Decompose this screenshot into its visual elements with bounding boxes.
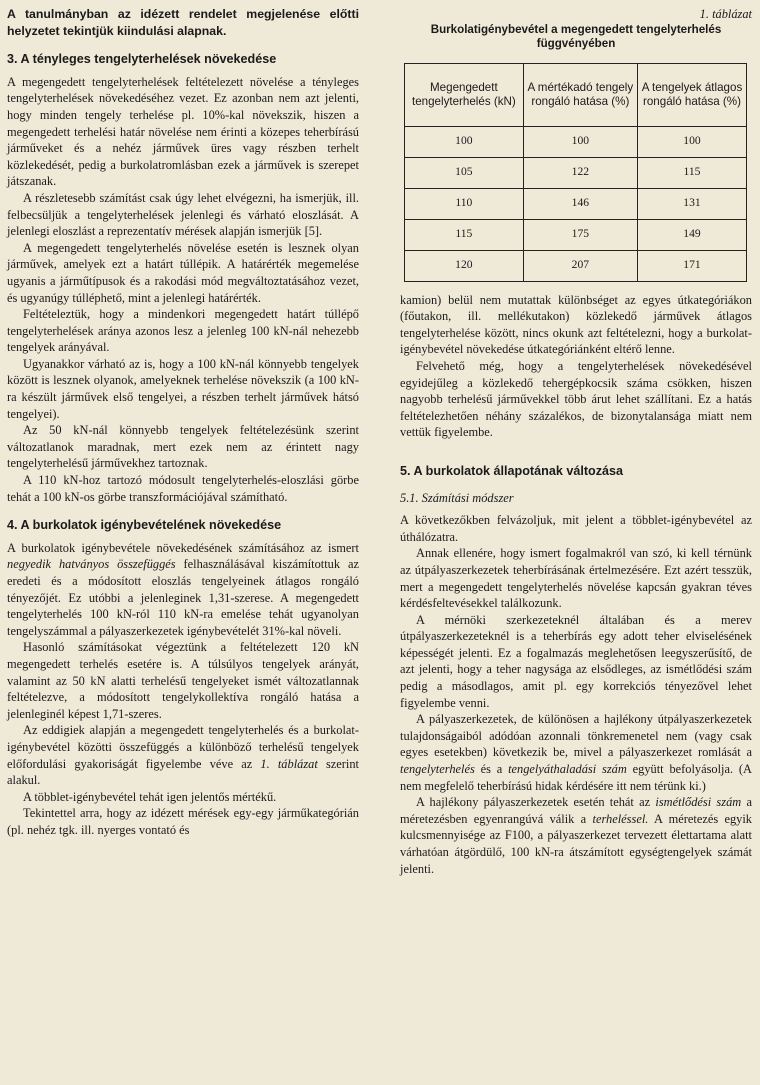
paragraph [7,722,359,788]
table-cell: 122 [523,157,637,188]
text-run: A pályaszerkezetek, de különösen a hajlékony útpályaszerkezetek tulajdonságaiból adódóan azonnali tönkremenetel nem (vagy csak egyes esetekben) következik be, mivel a pályaszerkezet romlását a [400,712,752,760]
emphasis: negyedik hatványos összefüggés [7,557,176,572]
text-run: felhasználásával kiszámítottuk az eredeti és a módosított eloszlás tengelyeinek átlagos rongáló tényezőjét. Ez utóbbi a jelenleginek 1,31-szerese. A megengedett tengelyterhelés 100 kN-ról 110 kN-ra emelése tehát ugyanolyan tengelyszámmal a pályaszerkezetek igénybevételét 31%-kal növeli. [7,557,359,638]
table-cell: 100 [405,126,524,157]
column-header: A mértékadó tengely rongáló hatása (%) [523,63,637,126]
paragraph: A részletesebb számítást csak úgy lehet elvégezni, ha ismerjük, ill. felbecsüljük a tengelyterhelések jelenlegi és várható eloszlását. A jelenlegi eloszlást a reprezentatív mérések alapján ismerjük [5]. [7,190,359,239]
table-number: 1. táblázat [699,7,752,21]
paragraph: Ugyanakkor várható az is, hogy a 100 kN-nál könnyebb tengelyek között is lesznek olyanok, amelyeknek terhelése növekszik (a 100 kN-ra készült járművek első tengelyei, a részben terhelt járművek hátsó tengelyei). [7,356,359,421]
table-row [405,126,747,157]
table-cell: 149 [637,219,746,250]
table-caption-line-1: Burkolatigénybevétel a megengedett tengelyterhelés [430,22,722,36]
left-column [7,6,359,839]
table-cell: 131 [637,188,746,219]
emphasis: ismétlődési szám [655,795,742,810]
table-row [405,157,747,188]
paragraph: Annak ellenére, hogy ismert fogalmakról van szó, ki kell térnünk az útpályaszerkezetek teherbírásának értelmezésére. Ezt azért tesszük, mert a megengedett tengelyterhelés növelése kapcsán gyakran téves kérdésfeltevésekkel találkozunk. [400,546,752,611]
paragraph: Felvehető még, hogy a tengelyterhelések növekedésével egyidejűleg a közlekedő tehergépkocsik száma csökken, hiszen nagyobb terhelésű járművekkel több árut lehet szállítani. Ez a hatás feltételezhetően néhány százalékos, de bizonytalansága miatt nem vettük figyelembe. [400,358,752,440]
paragraph: Feltételeztük, hogy a mindenkori megengedett határt túllépő tengelyterhelések aránya azonos lesz a jelenleg 100 kN-nál nehezebb tengelyek arányával. [7,307,359,355]
table-cell: 171 [637,250,746,281]
paragraph: Az 50 kN-nál könnyebb tengelyek feltételezésünk szerint változatlanok maradnak, mert ezek nem az érintett nagy tengelyterhelésű járművekhez tartoznak. [7,423,359,471]
paragraph [400,711,752,794]
paragraph: kamion) belül nem mutattak különbséget az egyes útkategóriákon (főutakon, ill. mellékutakon) közlekedő járművek átlagos tengelyterhelése között, nincs okunk azt feltételezni, hogy a burkolat-igénybevétel növekedése útkategóriánként eltérő lenne. [400,292,752,357]
paragraph: A megengedett tengelyterhelések feltételezett növelése a tényleges tengelyterhelések növekedéséhez vezet. Ez azonban nem azt jelenti, hogy minden tengely terhelése pl. 10%-kal növekszik, hiszen a megengedett terhelési határ növelése nem érinti a közepes teherbírású járműveket és a nehéz járművek üres vagy részben terhelt közlekedését, pedig a burkolatromlásban ezek a járművek is szerepet játszanak. [7,74,359,189]
emphasis: tengelyterhelés [400,762,475,777]
section-5-1-heading: 5.1. Számítási módszer [400,490,514,505]
table-cell: 100 [637,126,746,157]
table-cell: 207 [523,250,637,281]
table-cell: 120 [405,250,524,281]
column-header: A tengelyek átlagos rongáló hatása (%) [637,63,746,126]
section-3-heading: 3. A tényleges tengelyterhelések növekedése [7,52,277,67]
data-table [404,63,747,282]
emphasis: terheléssel. [592,811,649,826]
table-cell: 100 [523,126,637,157]
text-run: A hajlékony pályaszerkezetek esetén tehát az [416,795,656,810]
emphasis: tengelyáthaladási szám [508,762,627,777]
text-run: A méretezés egyik kulcsmennyisége az F100, a pályaszerkezet tervezett élettartama alatt várhatóan átgördülő, 100 kN-ra átszámított egységtengelyek számát jelenti. [400,811,752,876]
table-cell: 146 [523,188,637,219]
table-row [405,219,747,250]
section-4-heading: 4. A burkolatok igénybevételének növekedése [7,518,282,533]
paragraph: A következőkben felvázoljuk, mit jelent a többlet-igénybevétel az úthálózatra. [400,513,752,544]
paragraph [400,794,752,877]
text-run: együtt befolyásolja. (A nem megfelelő teherbírású hidak kérdésére itt nem térünk ki.) [400,762,752,793]
table-cell: 115 [405,219,524,250]
table-row [405,250,747,281]
intro-paragraph: A tanulmányban az idézett rendelet megjelenése előtti helyzetet tekintjük kiindulási alapnak. [7,7,359,38]
paragraph: A többlet-igénybevétel tehát igen jelentős mértékű. [23,789,277,804]
column-header: Megengedett tengelyterhelés (kN) [405,63,524,126]
table-cell: 115 [637,157,746,188]
table-caption-line-2: függvényében [536,36,616,50]
paragraph: A mérnöki szerkezeteknél általában és a merev útpályaszerkezeteknél is a teherbírás egy adott teher elviselésének képességét jelenti. Ez a fogalmazás meglehetősen leegyszerűsítő, de azt jelenti, hogy a teher nagysága az elsődleges, az ismétlődési szám pedig a másodlagos, amit pl. egy korrekciós tényezővel lehet figyelembe venni. [400,612,752,710]
table-cell: 175 [523,219,637,250]
text-run: a méretezésben egyenrangúvá válik a [400,795,752,826]
text-run: Az eddigiek alapján a megengedett tengelyterhelés és a burkolat-igénybevétel közötti összefüggés a különböző terhelésű tengelyek előfordulási gyakoriságát figyelembe véve az [7,723,359,771]
text-run: szerint alakul. [7,756,359,788]
table-header-row [405,63,747,126]
text-run: A burkolatok igénybevétele növekedésének számításához az ismert [7,540,359,555]
table-row [405,188,747,219]
text-run: és a [474,762,509,777]
paragraph [7,540,359,640]
section-5-heading: 5. A burkolatok állapotának változása [400,463,624,478]
table-reference: 1. táblázat [260,756,318,771]
paragraph: Hasonló számításokat végeztünk a feltételezett 120 kN megengedett terhelés esetére is. A túlsúlyos tengelyek arányát, valamint az 50 kN alatti terhelésű tengelyeket ismét változatlannak feltételezve, a módosított tengelykollektíva rongáló hatása a jelenleginél képest 1,71-szeres. [7,640,359,721]
table-cell: 105 [405,157,524,188]
paragraph: A 110 kN-hoz tartozó módosult tengelyterhelés-eloszlási görbe tehát a 100 kN-os görbe transzformációjával számítható. [7,473,359,504]
paragraph: Tekintettel arra, hogy az idézett mérések egy-egy járműkategórián (pl. nehéz tgk. ill. nyerges vontató és [7,806,359,837]
table-cell: 110 [405,188,524,219]
right-column [400,6,752,877]
paragraph: A megengedett tengelyterhelés növelése esetén is lesznek olyan járművek, amelyek ezt a határt túllépik. A határérték megemelése ugyanis a járműtípusok és a rakodási mód megváltoztatásához vezet, és ugyanúgy túlléphető, mint a jelenlegi határérték. [7,240,359,305]
